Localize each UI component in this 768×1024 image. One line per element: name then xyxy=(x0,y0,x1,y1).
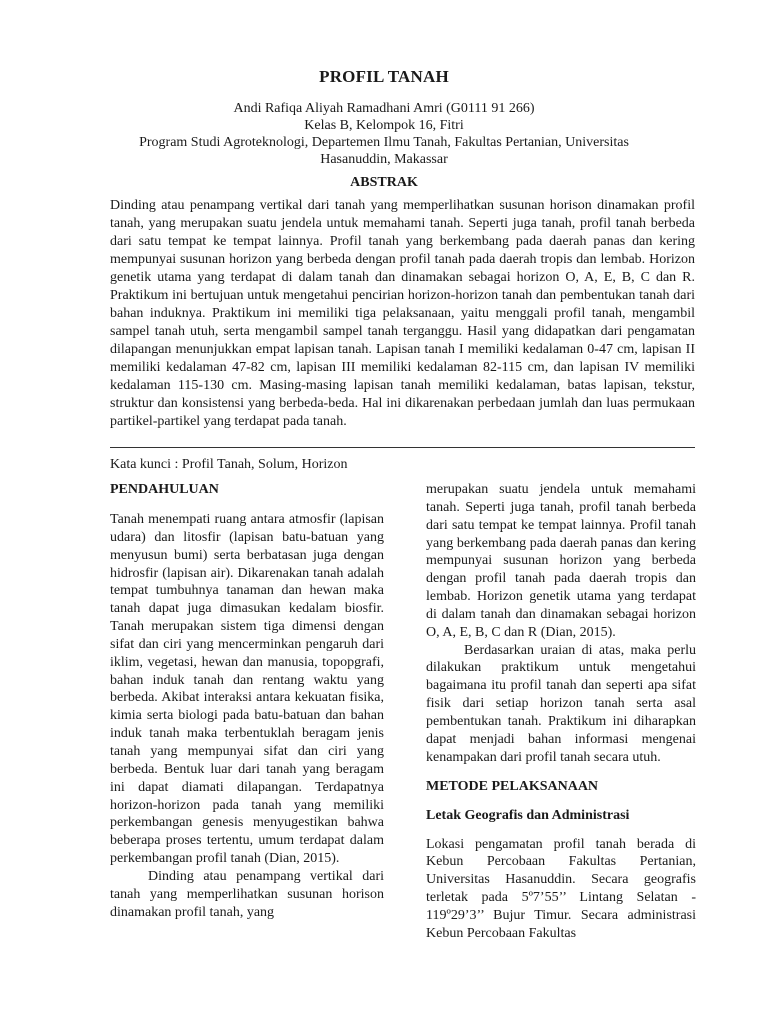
abstract-text: Dinding atau penampang vertikal dari tanah yang memperlihatkan susunan horison dinamakan profil tanah, yang merupakan suatu jendela untuk memahami tanah. Seperti juga tanah, profil tanah berbeda dari satu tempat ke tempat lainnya. Profil tanah yang berkembang pada daerah panas dan kering mempunyai susunan horizon yang berbeda dengan profil tanah pada daerah tropis dan lembab. Horizon genetik utama yang terdapat di dalam tanah dan dinamakan sebagai horizon O, A, E, B, C dan R. Praktikum ini bertujuan untuk mengetahui pencirian horizon-horizon tanah dan pembentukan tanah dari bahan induknya. Praktikum ini memiliki tiga pelaksanaan, yaitu menggali profil tanah, mengambil sampel tanah utuh, serta mengambil sampel tanah terganggu. Hasil yang didapatkan dari pengamatan dilapangan menunjukkan empat lapisan tanah. Lapisan tanah I memiliki kedalaman 0-47 cm, lapisan II memiliki kedalaman 47-82 cm, lapisan III memiliki kedalaman 82-115 cm, dan lapisan IV memiliki kedalaman 115-130 cm. Masing-masing lapisan tanah memiliki kedalaman, batas lapisan, tekstur, struktur dan konsistensi yang berbeda-beda. Hal ini dikarenakan perbedaan jumlah dan luas permukaan partikel-partikel yang terdapat pada tanah. xyxy=(110,198,695,429)
intro-paragraph-1: Tanah menempati ruang antara atmosfir (lapisan udara) dan litosfir (lapisan batu-batuan yang menyusun bumi) serta berbatasan juga dengan hidrosfir (lapisan air). Dikarenakan tanah adalah tempat tumbuhnya tanaman dan hewan maka tanah dapat juga dimasukan kedalam biosfir. Tanah merupakan sistem tiga dimensi dengan sifat dan ciri yang mencerminkan pengaruh dari iklim, vegetasi, hewan dan manusia, topopgrafi, bahan induk tanah dan rentang waktu yang berbeda. Akibat interaksi antara kekuatan fisika, kimia serta biologi pada batu-batuan dan bahan induk tanah maka terbentuklah beragam jenis tanah yang mempunyai sifat dan ciri yang berbeda. Bentuk luar dari tanah yang beragam ini dapat diamati dilapangan. Terdapatnya horizon-horizon pada tanah yang memiliki perkembangan genesis menyugestikan bahwa beberapa proses tertentu, umum terdapat dalam perkembangan profil tanah (Dian, 2015). xyxy=(110,512,384,867)
section-heading-metode: METODE PELAKSANAAN xyxy=(426,778,599,794)
section-divider xyxy=(110,447,695,448)
intro-paragraph-3: Berdasarkan uraian di atas, maka perlu dilakukan praktikum untuk mengetahui bagaimana itu profil tanah dan seperti apa sifat fisik dari setiap horizon tanah serta asal pembentukan tanah. Praktikum ini diharapkan dapat menjadi bahan informasi mengenai kenampakan dari profil tanah secara utuh. xyxy=(426,642,696,765)
right-column xyxy=(426,481,696,943)
author-class: Kelas B, Kelompok 16, Fitri xyxy=(304,118,464,133)
left-column xyxy=(110,481,384,921)
keywords: Kata kunci : Profil Tanah, Solum, Horizon xyxy=(110,457,348,472)
abstract-heading: ABSTRAK xyxy=(350,175,418,190)
intro-paragraph-2-continued: merupakan suatu jendela untuk memahami tanah. Seperti juga tanah, profil tanah berbeda dari satu tempat ke tempat lainnya. Profil tanah yang berkembang pada daerah panas dan kering mempunyai susunan horizon yang berbeda dengan profil tanah pada daerah tropis dan lembab. Horizon genetik utama yang terdapat di dalam tanah dan dinamakan sebagai horizon O, A, E, B, C dan R (Dian, 2015). xyxy=(426,482,696,640)
author-name: Andi Rafiqa Aliyah Ramadhani Amri (G0111 91 266) xyxy=(233,101,535,116)
subsection-heading-letak: Letak Geografis dan Administrasi xyxy=(426,807,630,823)
paper-title: PROFIL TANAH xyxy=(319,67,449,86)
author-affiliation-city: Hasanuddin, Makassar xyxy=(320,152,448,167)
author-block xyxy=(0,100,768,168)
author-affiliation: Program Studi Agroteknologi, Departemen Ilmu Tanah, Fakultas Pertanian, Universitas xyxy=(139,135,629,150)
intro-paragraph-2: Dinding atau penampang vertikal dari tanah yang memperlihatkan susunan horison dinamakan profil tanah, yang xyxy=(110,868,384,920)
location-paragraph: Lokasi pengamatan profil tanah berada di Kebun Percobaan Fakultas Pertanian, Universitas Hasanuddin. Secara geografis terletak pada 5º7’55’’ Lintang Selatan - 119º29’3’’ Bujur Timur. Secara administrasi Kebun Percobaan Fakultas xyxy=(426,836,696,941)
section-heading-pendahuluan: PENDAHULUAN xyxy=(110,482,219,497)
